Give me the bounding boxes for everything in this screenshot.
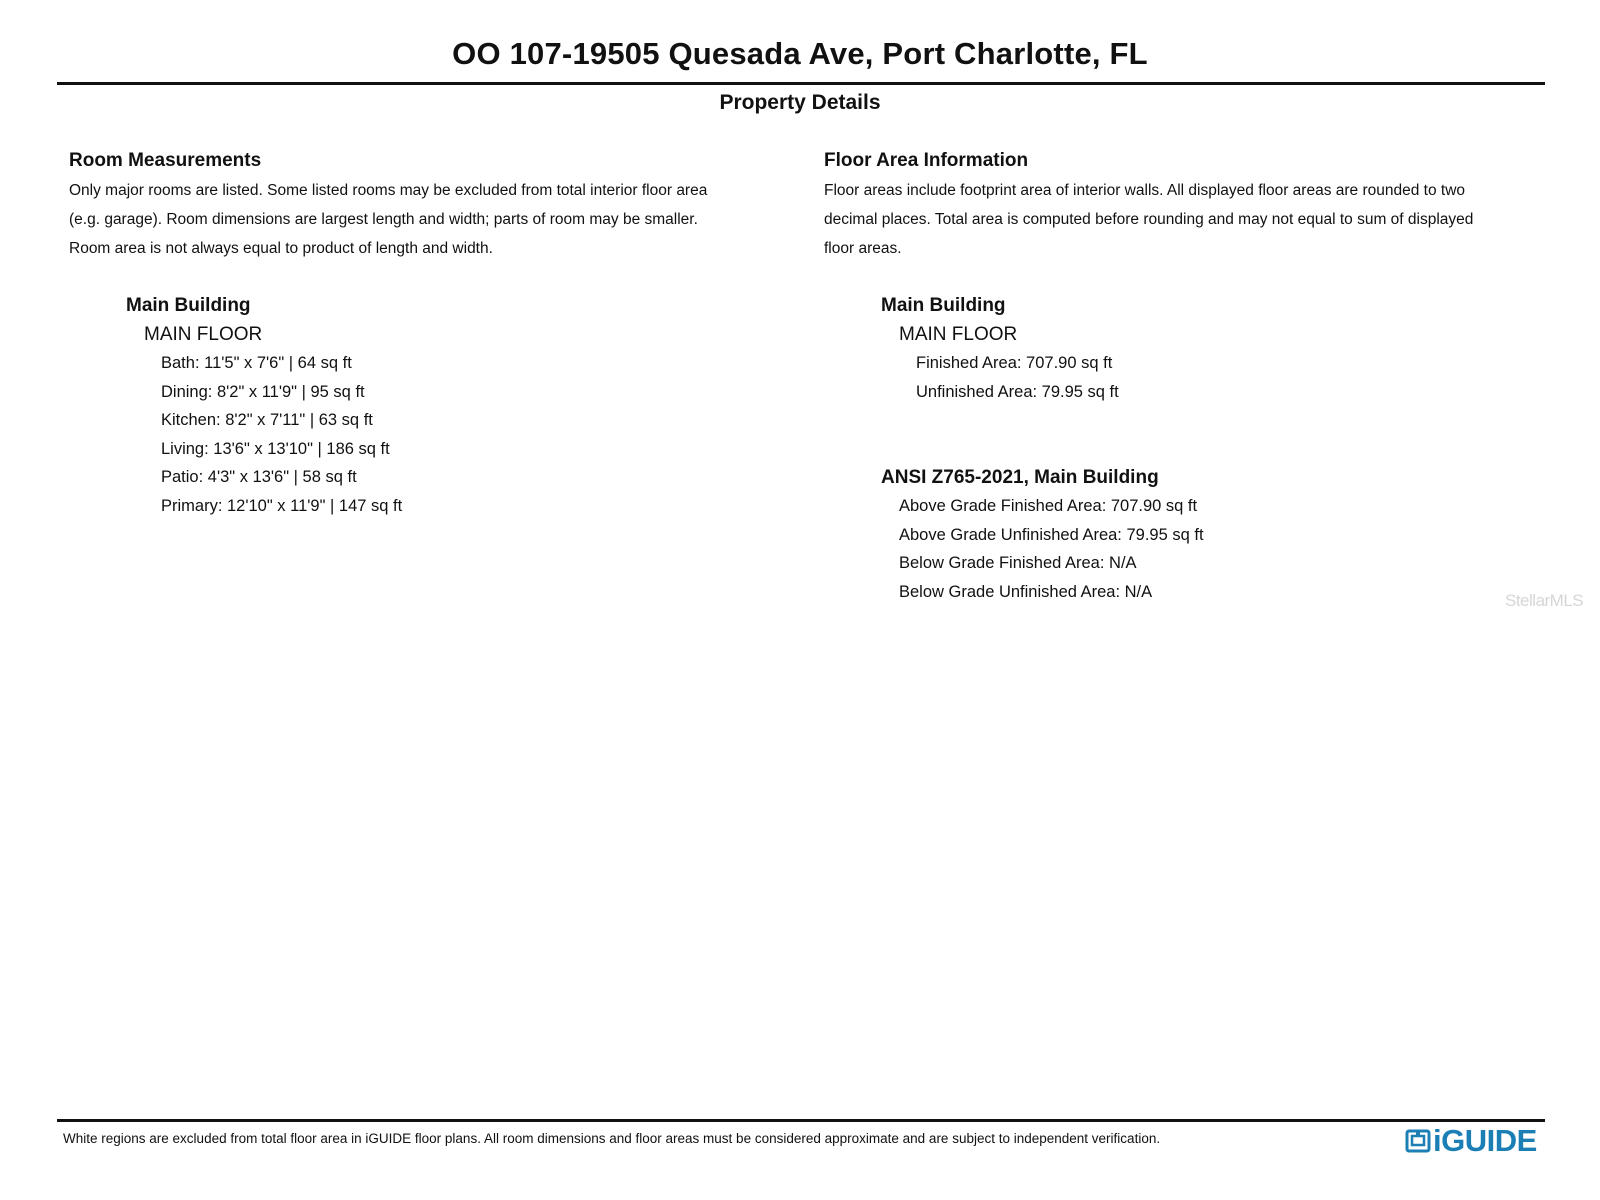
room-item: Dining: 8'2" x 11'9" | 95 sq ft [161,382,365,401]
ansi-main-building [881,464,1204,606]
ansi-item: Above Grade Finished Area: 707.90 sq ft [899,497,1198,515]
floor-area-main-building [881,292,1119,406]
room-item: Primary: 12'10" x 11'9" | 147 sq ft [161,496,403,515]
building-heading: Main Building [126,295,251,316]
ansi-item: Above Grade Unfinished Area: 79.95 sq ft [899,525,1204,544]
description-line: (e.g. garage). Room dimensions are largest length and width; parts of room may be smaller. [69,211,698,228]
ansi-item: Below Grade Finished Area: N/A [899,554,1137,573]
description-line: Floor areas include footprint area of interior walls. All displayed floor areas are rounded to two [824,182,1466,199]
iguide-logo [1405,1123,1537,1159]
floor-heading: MAIN FLOOR [144,324,263,345]
ansi-heading: ANSI Z765-2021, Main Building [881,467,1159,488]
footer-divider [57,1119,1545,1122]
iguide-logo-icon [1405,1128,1431,1154]
area-item: Unfinished Area: 79.95 sq ft [916,382,1119,401]
floor-area-section [824,148,1554,263]
room-item: Living: 13'6" x 13'10" | 186 sq ft [161,439,390,458]
building-heading: Main Building [881,295,1006,316]
floor-heading: MAIN FLOOR [899,324,1018,345]
iguide-logo-text: iGUIDE [1433,1123,1537,1158]
area-item: Finished Area: 707.90 sq ft [916,354,1113,372]
description-line: floor areas. [824,240,902,257]
description-line: Room area is not always equal to product of length and width. [69,240,493,257]
description-line: Only major rooms are listed. Some listed rooms may be excluded from total interior floor area [69,182,708,199]
floor-area-heading: Floor Area Information [824,150,1029,171]
footer-disclaimer: White regions are excluded from total floor area in iGUIDE floor plans. All room dimensions and floor areas must be considered approximate and are subject to independent verification. [63,1131,1161,1146]
page-subtitle: Property Details [719,91,881,114]
room-measurements-description [69,176,789,263]
room-measurements-section [69,148,789,263]
ansi-item: Below Grade Unfinished Area: N/A [899,582,1153,601]
room-measurements-heading: Room Measurements [69,150,262,171]
room-item: Patio: 4'3" x 13'6" | 58 sq ft [161,468,357,487]
floor-area-description [824,176,1554,263]
page-title: OO 107-19505 Quesada Ave, Port Charlotte, FL [452,36,1148,71]
room-item: Bath: 11'5" x 7'6" | 64 sq ft [161,354,352,372]
watermark: StellarMLS [1505,591,1584,610]
header-divider [57,82,1545,85]
description-line: decimal places. Total area is computed before rounding and may not equal to sum of displayed [824,211,1474,228]
room-item: Kitchen: 8'2" x 7'11" | 63 sq ft [161,411,373,430]
room-list-main-building [126,292,402,521]
